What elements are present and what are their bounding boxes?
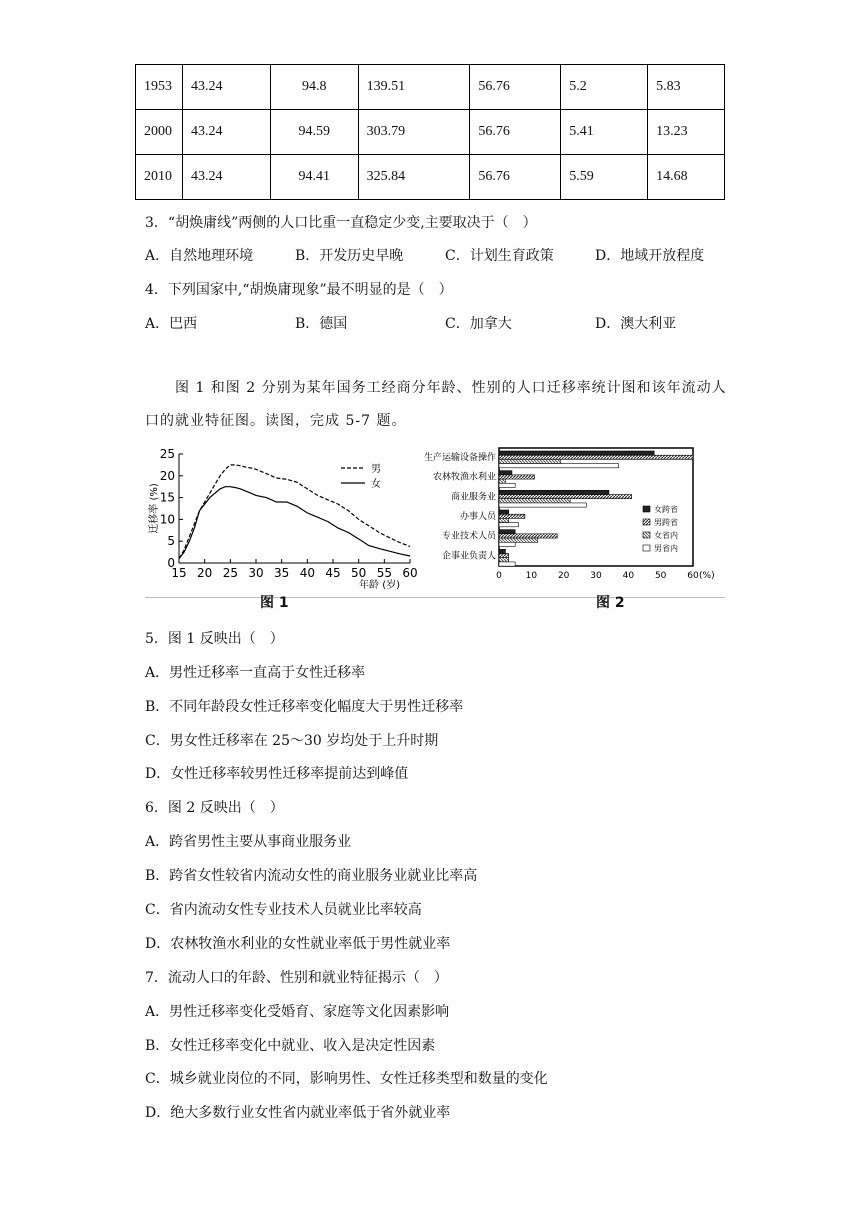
q6-option-a: A．跨省男性主要从事商业服务业 [145, 834, 352, 850]
table-cell: 94.59 [270, 110, 358, 155]
bar-3 [499, 542, 515, 546]
q4-option-d: D．澳大利亚 [595, 316, 677, 332]
q7-option-c: C．城乡就业岗位的不同，影响男性、女性迁移类型和数量的变化 [145, 1071, 548, 1087]
legend-label: 男省内 [654, 544, 678, 553]
legend-swatch [643, 506, 650, 512]
legend-label: 女跨省 [654, 505, 678, 514]
bar-2 [499, 459, 560, 463]
x-tick-label: 20 [557, 571, 570, 581]
bar-2 [499, 499, 570, 503]
table-cell: 56.76 [470, 65, 561, 110]
x-tick-label: 40 [299, 566, 315, 580]
y-tick-label: 0 [167, 556, 175, 570]
bar-1 [499, 534, 557, 538]
legend-label: 女省内 [654, 531, 678, 540]
legend-swatch [643, 532, 650, 538]
q5-option-d: D．女性迁移率较男性迁移率提前达到峰值 [145, 766, 409, 782]
bar-3 [499, 523, 518, 527]
table-cell: 56.76 [470, 155, 561, 200]
category-label: 商业服务业 [450, 492, 496, 503]
bar-2 [499, 538, 538, 542]
legend-label: 男跨省 [654, 518, 678, 527]
table-row [136, 65, 725, 110]
bar-0 [499, 451, 654, 455]
figure-2-caption: 图 2 [596, 595, 625, 611]
bar-3 [499, 503, 586, 507]
table-cell: 56.76 [470, 110, 561, 155]
q3-option-d: D．地域开放程度 [595, 248, 705, 264]
legend-swatch [643, 519, 650, 525]
q3-option-a: A．自然地理环境 [145, 248, 254, 264]
bar-3 [499, 464, 619, 468]
y-tick-label: 25 [159, 447, 175, 461]
y-tick-label: 15 [159, 490, 175, 505]
bar-0 [499, 549, 505, 553]
q7-option-d: D．绝大多数行业女性省内就业率低于省外就业率 [145, 1105, 451, 1121]
x-tick-label: 55 [376, 566, 392, 580]
y-tick-label: 10 [159, 512, 175, 527]
series-line-female [179, 487, 410, 559]
x-tick-label: 30 [248, 566, 264, 580]
question-7-stem: 7．流动人口的年龄、性别和就业特征揭示（ ） [145, 970, 448, 986]
figure-divider [145, 597, 725, 598]
category-label: 农林牧渔水利业 [432, 472, 496, 483]
x-tick-label: 50 [351, 566, 367, 580]
q4-option-a: A．巴西 [145, 316, 198, 332]
x-tick-label: 30 [590, 571, 602, 581]
table-cell: 2000 [136, 110, 183, 155]
category-label: 生产运输设备操作 [423, 453, 496, 463]
legend-label-female: 女 [371, 479, 381, 490]
x-axis-label: 年龄 (岁) [359, 580, 400, 591]
category-label: 企事业负责人 [441, 551, 496, 562]
x-tick-label: 35 [274, 566, 290, 580]
x-tick-label: 60 [687, 571, 699, 581]
q4-option-b: B．德国 [295, 316, 348, 332]
q5-option-a: A．男性迁移率一直高于女性迁移率 [145, 665, 366, 681]
x-tick-label: 0 [496, 571, 502, 581]
table-cell: 13.23 [648, 110, 725, 155]
table-row [136, 155, 725, 200]
table-cell: 5.83 [648, 65, 725, 110]
q4-option-c: C．加拿大 [445, 316, 512, 332]
bar-0 [499, 471, 512, 475]
table-cell: 303.79 [358, 110, 470, 155]
q5-option-b: B．不同年龄段女性迁移率变化幅度大于男性迁移率 [145, 699, 464, 715]
table-cell: 2010 [136, 155, 183, 200]
x-tick-label: 20 [197, 566, 213, 580]
x-tick-label: 25 [222, 566, 238, 580]
bar-1 [499, 554, 509, 558]
table-cell: 94.41 [270, 155, 358, 200]
x-tick-label: 60 [402, 566, 418, 580]
bar-1 [499, 455, 693, 459]
q3-option-b: B．开发历史早晚 [295, 248, 404, 264]
q6-option-b: B．跨省女性较省内流动女性的商业服务业就业比率高 [145, 868, 478, 884]
q5-option-c: C．男女性迁移率在 25～30 岁均处于上升时期 [145, 733, 439, 749]
table-cell: 5.41 [561, 110, 648, 155]
q3-option-c: C．计划生育政策 [445, 248, 554, 264]
x-tick-label: 50 [654, 571, 667, 581]
table-cell: 1953 [136, 65, 183, 110]
figure-1-caption: 图 1 [260, 595, 289, 611]
category-label: 办事人员 [459, 512, 496, 522]
bar-1 [499, 475, 535, 479]
table-cell: 43.24 [182, 65, 270, 110]
question-6-stem: 6．图 2 反映出（ ） [145, 800, 284, 816]
figure-1-chart [145, 442, 425, 598]
bar-2 [499, 479, 505, 483]
x-tick-label: 40 [622, 571, 635, 581]
question-4-stem: 4．下列国家中,“胡焕庸现象”最不明显的是（ ） [145, 282, 453, 298]
table-row [136, 110, 725, 155]
x-tick-label: 10 [525, 571, 538, 581]
bar-1 [499, 495, 632, 499]
q7-option-b: B．女性迁移率变化中就业、收入是决定性因素 [145, 1038, 436, 1054]
bar-0 [499, 510, 509, 514]
legend-swatch [643, 545, 650, 551]
q6-option-c: C．省内流动女性专业技术人员就业比率较高 [145, 902, 422, 918]
bar-0 [499, 490, 609, 494]
y-axis-label: 迁移率 (%) [149, 483, 160, 534]
bar-2 [499, 558, 509, 562]
x-tick-label: 15 [171, 566, 187, 580]
figure-2-chart [420, 442, 730, 598]
table-cell: 325.84 [358, 155, 470, 200]
y-tick-label: 5 [167, 534, 175, 549]
data-table [135, 64, 725, 200]
legend-label-male: 男 [371, 464, 381, 475]
table-cell: 5.59 [561, 155, 648, 200]
q6-option-d: D．农林牧渔水利业的女性就业率低于男性就业率 [145, 936, 451, 952]
bar-3 [499, 483, 515, 487]
bar-2 [499, 518, 509, 522]
table-cell: 43.24 [182, 110, 270, 155]
y-tick-label: 20 [159, 468, 175, 483]
question-5-stem: 5．图 1 反映出（ ） [145, 631, 284, 647]
table-cell: 14.68 [648, 155, 725, 200]
bar-3 [499, 562, 515, 566]
table-cell: 139.51 [358, 65, 470, 110]
table-cell: 94.8 [270, 65, 358, 110]
bar-0 [499, 530, 515, 534]
figure-intro-text: 图 1 和图 2 分别为某年国务工经商分年龄、性别的人口迁移率统计图和该年流动人口的就业特征图。读图，完成 5-7 题。 [145, 380, 727, 429]
x-tick-label: 45 [325, 566, 341, 580]
question-3-stem: 3．“胡焕庸线”两侧的人口比重一直稳定少变,主要取决于（ ） [145, 215, 537, 231]
unit-label: (%) [699, 571, 715, 581]
bar-1 [499, 514, 525, 518]
category-label: 专业技术人员 [441, 531, 496, 542]
q7-option-a: A．男性迁移率变化受婚育、家庭等文化因素影响 [145, 1004, 450, 1020]
table-cell: 43.24 [182, 155, 270, 200]
table-cell: 5.2 [561, 65, 648, 110]
